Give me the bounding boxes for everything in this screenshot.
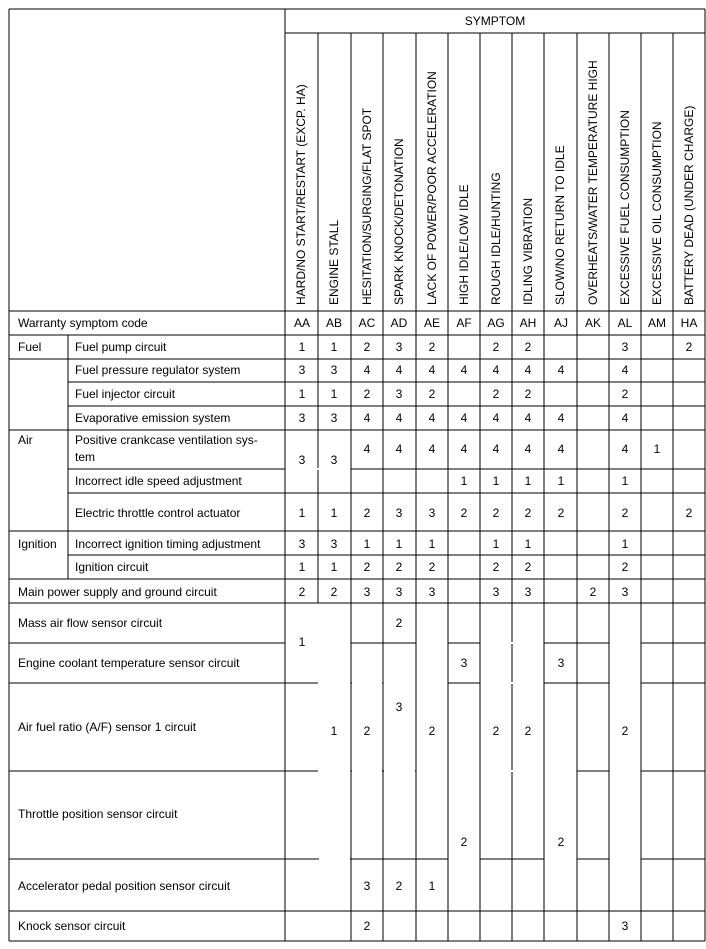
cell-fuel-injector-aa: 1 (298, 387, 306, 401)
cell-idle-adj-af: 1 (460, 474, 468, 488)
warranty-label: Warranty symptom code (18, 316, 148, 330)
cell-idle-adj-al: 1 (621, 474, 629, 488)
cell-fuel-injector-al: 2 (621, 387, 629, 401)
code-af: AF (456, 316, 472, 330)
cell-main-power-ah: 3 (524, 585, 532, 599)
apps-ad-cell: 2 (395, 879, 403, 893)
cell-idle-adj-ag: 1 (492, 474, 500, 488)
warranty-codes (294, 316, 697, 330)
cell-etc-aj: 2 (557, 506, 565, 520)
sensor-al-cell: 2 (621, 724, 629, 738)
cell-main-power-ae: 3 (428, 585, 436, 599)
cell-fuel-pressure-ah: 4 (524, 363, 532, 377)
cell-evap-ab: 3 (330, 411, 338, 425)
code-aa: AA (293, 316, 311, 330)
code-ak: AK (584, 316, 602, 330)
cell-etc-ab: 1 (330, 506, 338, 520)
code-ad: AD (390, 316, 408, 330)
cell-main-power-al: 3 (621, 585, 629, 599)
code-aj: AJ (553, 316, 569, 330)
row-apps: Accelerator pedal position sensor circuit (18, 879, 231, 893)
cell-fuel-pump-ac: 2 (363, 340, 371, 354)
cell-fuel-pressure-aj: 4 (557, 363, 565, 377)
pcv-ab-cell: 3 (330, 453, 338, 467)
cell-fuel-injector-ad: 3 (395, 387, 403, 401)
cell-ign-circuit-ah: 2 (524, 560, 532, 574)
cell-fuel-pressure-ae: 4 (428, 363, 436, 377)
cell-fuel-pump-ad: 3 (395, 340, 403, 354)
cell-etc-ac: 2 (363, 506, 371, 520)
cell-evap-ae: 4 (428, 411, 436, 425)
row-ect: Engine coolant temperature sensor circuit (18, 656, 240, 670)
sensor-ag-cell: 2 (492, 724, 500, 738)
cell-pcv-al: 4 (621, 442, 629, 456)
cell-ign-timing-ac: 1 (363, 537, 371, 551)
symptom-title: SYMPTOM (464, 14, 526, 28)
tps-apps-aj-cell: 2 (557, 835, 565, 849)
col-header-aj: SLOW/NO RETURN TO IDLE (553, 145, 567, 305)
cell-fuel-pressure-ac: 4 (363, 363, 371, 377)
cell-evap-ah: 4 (524, 411, 532, 425)
cell-pcv-ae: 4 (428, 442, 436, 456)
pcv-aa-cell: 3 (298, 453, 306, 467)
cell-fuel-injector-ag: 2 (492, 387, 500, 401)
cell-fuel-pressure-ad: 4 (395, 363, 403, 377)
row-fuel-pump: Fuel pump circuit (75, 340, 167, 354)
ect-af-cell: 3 (460, 656, 468, 670)
cell-ign-circuit-al: 2 (621, 560, 629, 574)
maf-ect-aa-cell: 1 (298, 635, 306, 649)
row-knock: Knock sensor circuit (18, 919, 126, 933)
cell-etc-ad: 3 (395, 506, 403, 520)
cell-fuel-pump-aa: 1 (298, 340, 306, 354)
tps-apps-af-cell: 2 (460, 835, 468, 849)
row-ign-timing: Incorrect ignition timing adjustment (75, 537, 261, 551)
group-ignition: Ignition (18, 537, 57, 551)
cell-pcv-ag: 4 (492, 442, 500, 456)
cell-ign-circuit-ac: 2 (363, 560, 371, 574)
cell-etc-ag: 2 (492, 506, 500, 520)
col-header-ae: LACK OF POWER/POOR ACCELERATION (425, 71, 439, 305)
cell-fuel-pump-ab: 1 (330, 340, 338, 354)
cell-ign-timing-ae: 1 (428, 537, 436, 551)
cell-etc-aa: 1 (298, 506, 306, 520)
apps-ae-cell: 1 (428, 879, 436, 893)
sensor-ad-cell: 3 (395, 700, 403, 714)
cell-fuel-pressure-ab: 3 (330, 363, 338, 377)
cell-ign-timing-aa: 3 (298, 537, 306, 551)
cell-fuel-pump-ag: 2 (492, 340, 500, 354)
sensor-ah-cell: 2 (524, 724, 532, 738)
cell-evap-aj: 4 (557, 411, 565, 425)
cell-main-power-aa: 2 (298, 585, 306, 599)
cell-fuel-injector-ac: 2 (363, 387, 371, 401)
ect-aj-cell: 3 (557, 656, 565, 670)
row-tps: Throttle position sensor circuit (18, 807, 178, 821)
cell-etc-al: 2 (621, 506, 629, 520)
cell-fuel-pump-ae: 2 (428, 340, 436, 354)
code-ag: AG (487, 316, 505, 330)
col-header-aa: HARD/NO START/RESTART (EXCP. HA) (294, 84, 308, 305)
cell-evap-aa: 3 (298, 411, 306, 425)
cell-ign-timing-ab: 3 (330, 537, 338, 551)
cell-ign-timing-ag: 1 (492, 537, 500, 551)
cell-etc-ha: 2 (685, 506, 693, 520)
col-header-af: HIGH IDLE/LOW IDLE (457, 184, 471, 305)
code-ha: HA (680, 316, 698, 330)
cell-main-power-ac: 3 (363, 585, 371, 599)
row-main-power: Main power supply and ground circuit (18, 585, 217, 599)
cell-fuel-pressure-af: 4 (460, 363, 468, 377)
code-ah: AH (519, 316, 537, 330)
row-maf: Mass air flow sensor circuit (18, 616, 163, 630)
col-header-ah: IDLING VIBRATION (521, 197, 535, 305)
cell-evap-af: 4 (460, 411, 468, 425)
cell-idle-adj-aj: 1 (557, 474, 565, 488)
sensor-ac-cell: 2 (363, 724, 371, 738)
row-evap: Evaporative emission system (75, 411, 231, 425)
cell-ign-circuit-aa: 1 (298, 560, 306, 574)
cell-pcv-am: 1 (653, 442, 661, 456)
sensor-ab-cell: 1 (330, 724, 338, 738)
cell-evap-al: 4 (621, 411, 629, 425)
cell-ign-circuit-ag: 2 (492, 560, 500, 574)
cell-main-power-ag: 3 (492, 585, 500, 599)
col-header-al: EXCESSIVE FUEL CONSUMPTION (618, 110, 632, 305)
cell-etc-af: 2 (460, 506, 468, 520)
cell-fuel-injector-ah: 2 (524, 387, 532, 401)
group-air: Air (18, 433, 33, 447)
row-ign-circuit: Ignition circuit (75, 560, 149, 574)
col-header-ad: SPARK KNOCK/DETONATION (392, 138, 406, 305)
col-header-am: EXCESSIVE OIL CONSUMPTION (650, 121, 664, 305)
cell-ign-timing-al: 1 (621, 537, 629, 551)
col-header-ab: ENGINE STALL (327, 219, 341, 305)
cell-main-power-ab: 2 (330, 585, 338, 599)
code-al: AL (617, 316, 633, 330)
code-am: AM (648, 316, 666, 330)
cell-pcv-ad: 4 (395, 442, 403, 456)
col-header-ha: BATTERY DEAD (UNDER CHARGE) (682, 105, 696, 305)
knock-al-cell: 3 (621, 919, 629, 933)
cell-etc-ah: 2 (524, 506, 532, 520)
cell-ign-timing-ad: 1 (395, 537, 403, 551)
row-pcv-line2: tem (75, 450, 96, 464)
cell-ign-timing-ah: 1 (524, 537, 532, 551)
row-pcv-line1: Positive crankcase ventilation sys- (75, 433, 258, 447)
row-etc: Electric throttle control actuator (75, 506, 241, 520)
cell-evap-ad: 4 (395, 411, 403, 425)
cell-ign-circuit-ab: 1 (330, 560, 338, 574)
cell-fuel-injector-ae: 2 (428, 387, 436, 401)
apps-ac-cell: 3 (363, 879, 371, 893)
cell-fuel-pump-al: 3 (621, 340, 629, 354)
cell-evap-ag: 4 (492, 411, 500, 425)
row-idle-adj: Incorrect idle speed adjustment (75, 474, 242, 488)
cell-fuel-pump-ah: 2 (524, 340, 532, 354)
row-fuel-injector: Fuel injector circuit (75, 387, 176, 401)
cell-fuel-pressure-aa: 3 (298, 363, 306, 377)
col-header-ag: ROUGH IDLE/HUNTING (489, 172, 503, 305)
cell-ign-circuit-ae: 2 (428, 560, 436, 574)
row-fuel-pressure: Fuel pressure regulator system (75, 363, 241, 377)
knock-ac-cell: 2 (363, 919, 371, 933)
cell-pcv-af: 4 (460, 442, 468, 456)
cell-pcv-ah: 4 (524, 442, 532, 456)
cell-idle-adj-ah: 1 (524, 474, 532, 488)
sensor-ae-cell: 2 (428, 724, 436, 738)
cell-evap-ac: 4 (363, 411, 371, 425)
merged-value-cells (299, 453, 629, 933)
code-ae: AE (423, 316, 441, 330)
maf-ad-cell: 2 (395, 616, 403, 630)
cell-main-power-ad: 3 (395, 585, 403, 599)
cell-etc-ae: 3 (428, 506, 436, 520)
cell-fuel-pressure-al: 4 (621, 363, 629, 377)
cell-ign-circuit-ad: 2 (395, 560, 403, 574)
row-af: Air fuel ratio (A/F) sensor 1 circuit (18, 720, 197, 734)
cell-fuel-injector-ab: 1 (330, 387, 338, 401)
cell-main-power-ak: 2 (589, 585, 597, 599)
cell-fuel-pump-ha: 2 (685, 340, 693, 354)
col-header-ak: OVERHEATS/WATER TEMPERATURE HIGH (586, 60, 600, 305)
code-ac: AC (358, 316, 376, 330)
row-labels (18, 340, 261, 933)
code-ab: AB (325, 316, 343, 330)
cell-pcv-aj: 4 (557, 442, 565, 456)
cell-pcv-ac: 4 (363, 442, 371, 456)
column-headers (294, 60, 696, 305)
group-fuel: Fuel (18, 340, 42, 354)
cell-fuel-pressure-ag: 4 (492, 363, 500, 377)
col-header-ac: HESITATION/SURGING/FLAT SPOT (360, 107, 374, 305)
